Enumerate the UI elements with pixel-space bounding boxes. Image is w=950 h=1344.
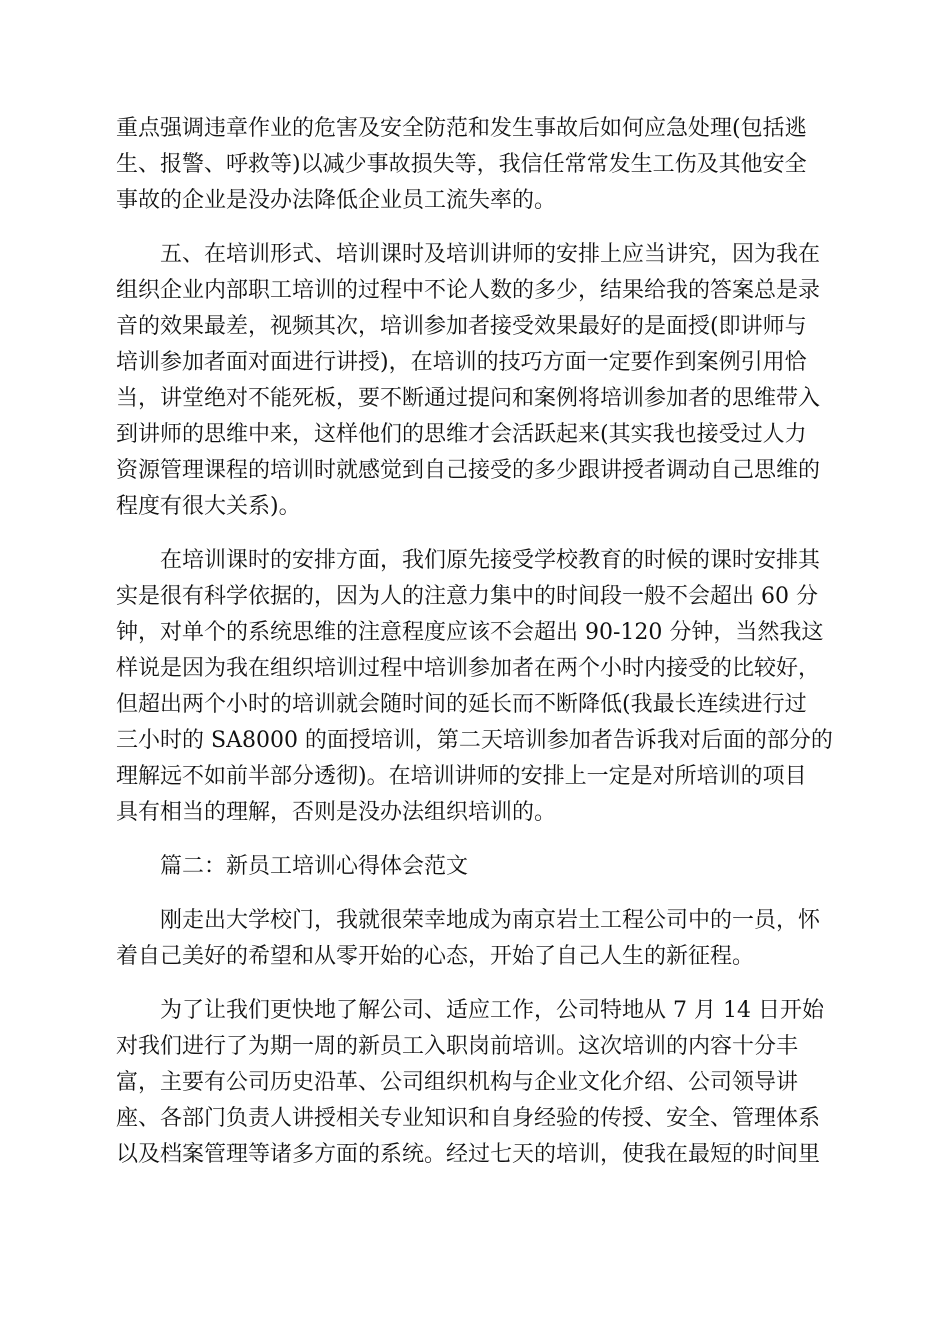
text-line: 钟，对单个的系统思维的注意程度应该不会超出 90-120 分钟，当然我这	[116, 620, 824, 645]
text-line: 实是很有科学依据的，因为人的注意力集中的时间段一般不会超出 60 分	[116, 584, 818, 609]
text-line: 三小时的 SA8000 的面授培训，第二天培训参加者告诉我对后面的部分的	[116, 728, 833, 753]
paragraph-5	[116, 993, 834, 1173]
text-line: 以及档案管理等诸多方面的系统。经过七天的培训，使我在最短的时间里	[116, 1142, 821, 1167]
text-line: 在培训课时的安排方面，我们原先接受学校教育的时候的课时安排其	[160, 548, 821, 573]
text-line: 富，主要有公司历史沿革、公司组织机构与企业文化介绍、公司领导讲	[116, 1070, 799, 1095]
paragraph-0	[116, 111, 834, 219]
text-line: 到讲师的思维中来，这样他们的思维才会活跃起来(其实我也接受过人力	[116, 422, 807, 447]
text-line: 样说是因为我在组织培训过程中培训参加者在两个小时内接受的比较好，	[116, 656, 821, 681]
text-line: 音的效果最差，视频其次，培训参加者接受效果最好的是面授(即讲师与	[116, 314, 807, 339]
text-line: 对我们进行了为期一周的新员工入职岗前培训。这次培训的内容十分丰	[116, 1034, 799, 1059]
text-line: 刚走出大学校门，我就很荣幸地成为南京岩土工程公司中的一员，怀	[160, 908, 821, 933]
section-heading	[116, 849, 834, 885]
text-line: 着自己美好的希望和从零开始的心态，开始了自己人生的新征程。	[116, 944, 755, 969]
text-line: 重点强调违章作业的危害及安全防范和发生事故后如何应急处理(包括逃	[116, 116, 807, 141]
text-line: 但超出两个小时的培训就会随时间的延长而不断降低(我最长连续进行过	[116, 692, 807, 717]
text-line: 生、报警、呼救等)以减少事故损失等，我信任常常发生工伤及其他安全	[116, 152, 807, 177]
text-line: 当，讲堂绝对不能死板，要不断通过提问和案例将培训参加者的思维带入	[116, 386, 821, 411]
text-line: 程度有很大关系)。	[116, 494, 301, 519]
paragraph-1	[116, 237, 834, 525]
document-page	[116, 111, 834, 1173]
text-line: 座、各部门负责人讲授相关专业知识和自身经验的传授、安全、管理体系	[116, 1106, 821, 1131]
text-line: 事故的企业是没办法降低企业员工流失率的。	[116, 188, 557, 213]
paragraph-2	[116, 543, 834, 831]
text-line: 为了让我们更快地了解公司、适应工作，公司特地从 7 月 14 日开始	[160, 998, 824, 1023]
text-line: 组织企业内部职工培训的过程中不论人数的多少，结果给我的答案总是录	[116, 278, 821, 303]
paragraph-4	[116, 903, 834, 975]
text-line: 资源管理课程的培训时就感觉到自己接受的多少跟讲授者调动自己思维的	[116, 458, 821, 483]
text-line: 五、在培训形式、培训课时及培训讲师的安排上应当讲究，因为我在	[160, 242, 821, 267]
text-line: 理解远不如前半部分透彻)。在培训讲师的安排上一定是对所培训的项目	[116, 764, 807, 789]
text-line: 具有相当的理解，否则是没办法组织培训的。	[116, 800, 557, 825]
heading-line: 篇二：新员工培训心得体会范文	[160, 854, 469, 879]
text-line: 培训参加者面对面进行讲授)，在培训的技巧方面一定要作到案例引用恰	[116, 350, 807, 375]
